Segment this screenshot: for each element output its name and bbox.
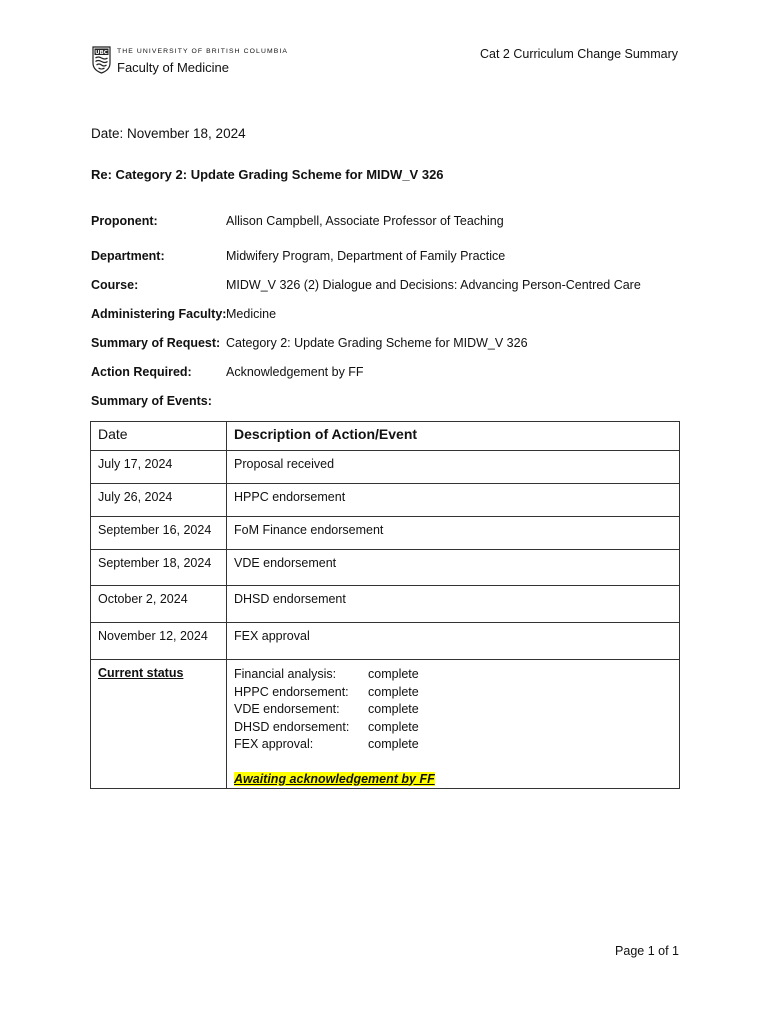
- status-key: Financial analysis:: [234, 667, 337, 681]
- field-label: Department:: [91, 249, 165, 263]
- status-item: [234, 719, 672, 737]
- field-proponent: [91, 214, 504, 228]
- document-title: Cat 2 Curriculum Change Summary: [480, 47, 678, 61]
- field-value: Acknowledgement by FF: [226, 365, 364, 379]
- field-administering-faculty: [91, 307, 276, 321]
- field-label: Action Required:: [91, 365, 192, 379]
- summary-of-events-heading: [91, 394, 226, 408]
- field-department: [91, 249, 505, 263]
- row-date: October 2, 2024: [91, 586, 227, 623]
- column-header-description: Description of Action/Event: [227, 422, 680, 451]
- status-key: HPPC endorsement:: [234, 684, 349, 699]
- table-row: [91, 623, 680, 660]
- field-value: Midwifery Program, Department of Family Practice: [226, 249, 506, 263]
- status-key: VDE endorsement:: [234, 702, 340, 716]
- memo-date: Date: November 18, 2024: [91, 126, 246, 141]
- status-item: [234, 684, 672, 702]
- current-status-row: [91, 660, 680, 789]
- field-value: MIDW_V 326 (2) Dialogue and Decisions: Advancing Person-Centred Care: [226, 278, 641, 292]
- row-event: Proposal received: [227, 451, 680, 484]
- field-summary-of-request: [91, 336, 528, 350]
- table-row: [91, 550, 680, 586]
- table-header-row: [91, 422, 680, 451]
- status-value: complete: [368, 737, 419, 751]
- current-status-cell: [91, 660, 227, 789]
- table-row: [91, 586, 680, 623]
- table-row: [91, 517, 680, 550]
- field-course: [91, 278, 641, 292]
- row-date: July 26, 2024: [91, 484, 227, 517]
- field-label: Course:: [91, 278, 139, 292]
- row-date: July 17, 2024: [91, 451, 227, 484]
- current-status-label: Current status: [98, 666, 184, 680]
- field-label: Summary of Events:: [91, 394, 212, 408]
- row-event: FEX approval: [227, 623, 680, 660]
- current-status-details: [227, 660, 680, 789]
- row-date: September 16, 2024: [91, 517, 227, 550]
- table-row: [91, 451, 680, 484]
- status-value: complete: [368, 684, 419, 699]
- events-table: [90, 421, 680, 789]
- field-value: Category 2: Update Grading Scheme for MIDW_V 326: [226, 336, 528, 350]
- field-label: Summary of Request:: [91, 336, 221, 350]
- status-item: [234, 666, 672, 684]
- status-item: [234, 736, 672, 754]
- status-value: complete: [368, 702, 419, 716]
- column-header-date: Date: [91, 422, 227, 451]
- field-label: Proponent:: [91, 214, 158, 228]
- faculty-name: Faculty of Medicine: [117, 60, 229, 75]
- ubc-crest-icon: [92, 46, 111, 74]
- row-event: DHSD endorsement: [227, 586, 680, 623]
- page-number: Page 1 of 1: [615, 944, 679, 958]
- awaiting-acknowledgement-note: Awaiting acknowledgement by FF: [234, 771, 435, 786]
- table-row: [91, 484, 680, 517]
- row-event: HPPC endorsement: [227, 484, 680, 517]
- ubc-faculty-logo: [92, 46, 288, 76]
- row-date: November 12, 2024: [91, 623, 227, 660]
- status-value: complete: [368, 719, 419, 734]
- field-label: Administering Faculty:: [91, 307, 227, 321]
- re-line: Re: Category 2: Update Grading Scheme for MIDW_V 326: [91, 167, 444, 182]
- field-value: Allison Campbell, Associate Professor of Teaching: [226, 214, 504, 228]
- svg-text:UBC: UBC: [95, 50, 108, 56]
- row-event: VDE endorsement: [227, 550, 680, 586]
- university-name: THE UNIVERSITY OF BRITISH COLUMBIA: [117, 48, 288, 55]
- field-action-required: [91, 365, 364, 379]
- row-event: FoM Finance endorsement: [227, 517, 680, 550]
- status-value: complete: [368, 667, 419, 681]
- status-item: [234, 701, 672, 719]
- status-key: DHSD endorsement:: [234, 719, 350, 734]
- row-date: September 18, 2024: [91, 550, 227, 586]
- status-key: FEX approval:: [234, 737, 314, 751]
- field-value: Medicine: [226, 307, 277, 321]
